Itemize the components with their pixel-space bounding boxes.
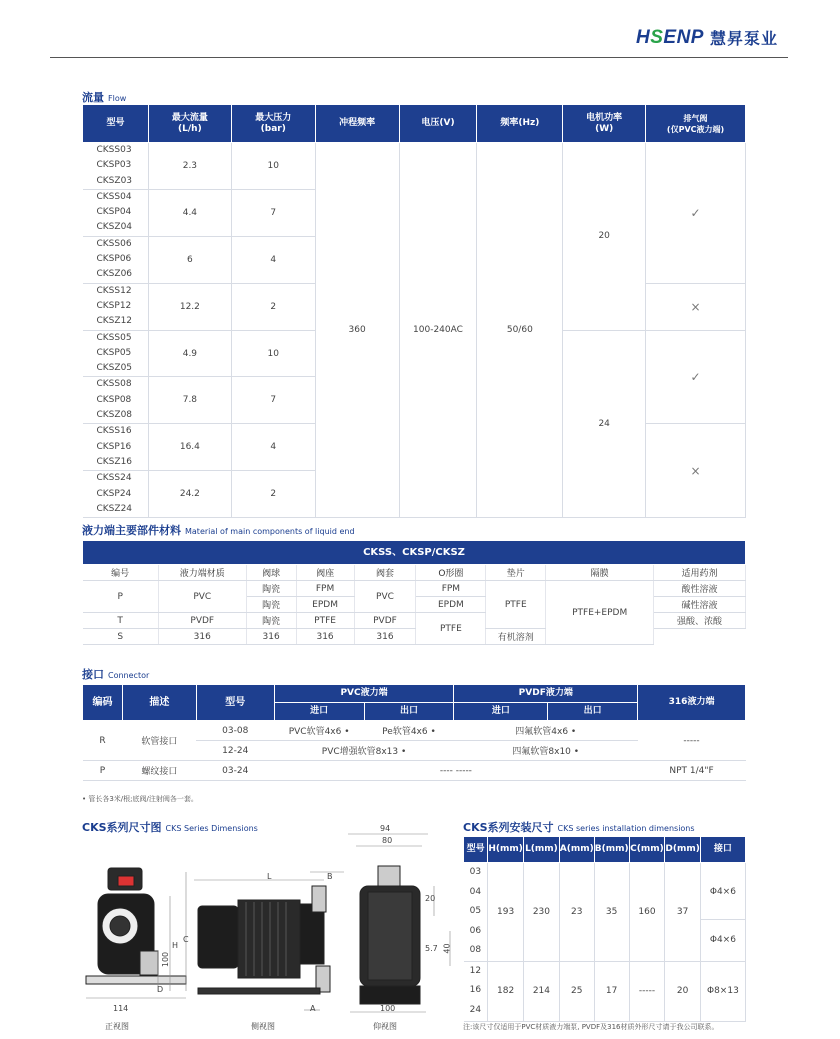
conn-h-in: 进口 [274, 703, 364, 721]
inst-h: B(mm) [594, 837, 629, 863]
conn-pvc: PVC增强软管8x13 • [274, 741, 454, 761]
mat-head: 垫片 [486, 565, 546, 581]
mat-code: P [83, 581, 159, 613]
conn-code: P [83, 761, 123, 781]
flow-value: 7.8 [148, 377, 231, 424]
flow-col-vent: 排气阀 (仅PVC液力端) [646, 105, 746, 143]
mat-ball: 316 [246, 629, 296, 645]
flow-models-1: CKSS04 CKSP04 CKSZ04 [83, 189, 149, 236]
flow-col-pressure: 最大压力 (bar) [231, 105, 315, 143]
mat-use: 碱性溶液 [654, 597, 746, 613]
pressure-value: 10 [231, 143, 315, 190]
mat-oring: FPM [416, 581, 486, 597]
bottom-view-drawing [360, 866, 420, 1004]
pump-drawings [78, 826, 453, 1036]
conn-desc: 螺纹接口 [122, 761, 196, 781]
inst-h: A(mm) [559, 837, 594, 863]
front-view-drawing [86, 868, 186, 984]
vent-check-icon: ✓ [646, 143, 746, 284]
flow-col-freq: 频率(Hz) [477, 105, 563, 143]
conn-model: 12-24 [196, 741, 274, 761]
conn-h-pvdf: PVDF液力端 [454, 685, 638, 703]
conn-pvdf: 四氟软管4x6 • [454, 721, 638, 741]
mat-sleeve: PVDF [354, 613, 416, 629]
flow-models-5: CKSS08 CKSP08 CKSZ08 [83, 377, 149, 424]
conn-h-model: 型号 [196, 685, 274, 721]
mat-ball: 陶瓷 [246, 613, 296, 629]
dim-D: D [157, 985, 164, 994]
mat-use: 强酸、浓酸 [654, 613, 746, 629]
mat-seat: FPM [296, 581, 354, 597]
dim-C: C [183, 935, 189, 944]
side-view-drawing [198, 886, 330, 994]
flow-col-voltage: 电压(V) [399, 105, 477, 143]
mat-diaphragm: PTFE+EPDM [546, 581, 654, 645]
flow-models-6: CKSS16 CKSP16 CKSZ16 [83, 424, 149, 471]
vent-cross-icon: × [646, 283, 746, 330]
inst-D: 37 [665, 863, 700, 962]
flow-value: 6 [148, 236, 231, 283]
conn-pvdf: 四氟软管8x10 • [454, 741, 638, 761]
flow-title: 流量 Flow [82, 91, 127, 104]
vent-cross-icon: × [646, 424, 746, 518]
conn-pvc-in: PVC软管4x6 • [274, 721, 364, 741]
flow-value: 2.3 [148, 143, 231, 190]
conn-h-316: 316液力端 [638, 685, 746, 721]
conn-316: NPT 1/4"F [638, 761, 746, 781]
header-rule [50, 57, 788, 58]
pressure-value: 2 [231, 471, 315, 518]
dim-80: 80 [382, 836, 393, 845]
dim-L: L [267, 872, 272, 881]
inst-h: L(mm) [524, 837, 560, 863]
mat-code: S [83, 629, 159, 645]
conn-h-out: 出口 [548, 703, 638, 721]
mat-seat: EPDM [296, 597, 354, 613]
conn-mid: ---- ----- [274, 761, 637, 781]
power-value-a: 20 [563, 143, 646, 331]
install-table [463, 836, 746, 1022]
pressure-value: 7 [231, 377, 315, 424]
conn-desc: 软管接口 [122, 721, 196, 761]
materials-table [82, 540, 746, 645]
dim-94: 94 [380, 824, 391, 833]
flow-value: 12.2 [148, 283, 231, 330]
pressure-value: 10 [231, 330, 315, 377]
pressure-value: 4 [231, 424, 315, 471]
pressure-value: 7 [231, 189, 315, 236]
brand-cn: 慧昇泵业 [709, 29, 778, 48]
conn-model: 03-24 [196, 761, 274, 781]
mat-sleeve: PVC [354, 581, 416, 613]
conn-h-out: 出口 [364, 703, 454, 721]
mat-ball: 陶瓷 [246, 581, 296, 597]
connector-title: 接口 Connector [82, 668, 150, 681]
flow-models-4: CKSS05 CKSP05 CKSZ05 [83, 330, 149, 377]
flow-value: 16.4 [148, 424, 231, 471]
mat-sleeve: 316 [354, 629, 416, 645]
mat-gasket: PTFE [486, 581, 546, 629]
pressure-value: 2 [231, 283, 315, 330]
inst-port-b: Φ8×13 [700, 961, 745, 1021]
inst-H: 193 [488, 863, 524, 962]
dim-20: 20 [425, 894, 436, 903]
inst-A: 25 [559, 961, 594, 1021]
mat-seat: PTFE [296, 613, 354, 629]
inst-A: 23 [559, 863, 594, 962]
dim-114: 114 [113, 1004, 129, 1013]
connector-table [82, 684, 746, 781]
freq-value: 50/60 [477, 143, 563, 518]
flow-value: 24.2 [148, 471, 231, 518]
inst-B: 17 [594, 961, 629, 1021]
install-title: CKS系列安装尺寸 CKS series installation dimensions [463, 821, 695, 834]
inst-h: H(mm) [488, 837, 524, 863]
inst-models-b: 12 16 24 [464, 961, 488, 1021]
flow-value: 4.4 [148, 189, 231, 236]
front-view-caption: 正视图 [105, 1022, 129, 1031]
mat-oring: EPDM [416, 597, 486, 613]
dim-100: 100 [161, 951, 171, 968]
mat-body: PVC [158, 581, 246, 613]
install-note: 注:该尺寸仅适用于PVC材质液力端泵, PVDF及316材质外形尺寸请于我公司联系。 [463, 1023, 719, 1031]
inst-H: 182 [488, 961, 524, 1021]
inst-L: 230 [524, 863, 560, 962]
vent-check-icon: ✓ [646, 330, 746, 424]
flow-models-0: CKSS03 CKSP03 CKSZ03 [83, 143, 149, 190]
inst-port-a: Φ4×6 Φ4×6 [700, 863, 745, 962]
voltage-value: 100-240AC [399, 143, 477, 518]
brand-logo [636, 26, 778, 49]
dim-B: B [327, 872, 333, 881]
flow-models-7: CKSS24 CKSP24 CKSZ24 [83, 471, 149, 518]
pressure-value: 4 [231, 236, 315, 283]
dim-40: 40 [442, 943, 452, 954]
bottom-view-caption: 仰视图 [373, 1022, 397, 1031]
flow-col-flow: 最大流量 (L/h) [148, 105, 231, 143]
mat-head: 适用药剂 [654, 565, 746, 581]
flow-models-2: CKSS06 CKSP06 CKSZ06 [83, 236, 149, 283]
conn-code: R [83, 721, 123, 761]
side-view-caption: 侧视图 [251, 1022, 275, 1031]
inst-L: 214 [524, 961, 560, 1021]
inst-h: 接口 [700, 837, 745, 863]
mat-use: 有机溶剂 [486, 629, 546, 645]
mat-use: 酸性溶液 [654, 581, 746, 597]
dims-title: CKS系列尺寸图 CKS Series Dimensions [82, 821, 258, 834]
flow-table [82, 104, 746, 518]
mat-code: T [83, 613, 159, 629]
mat-head: 阀球 [246, 565, 296, 581]
mat-ball: 陶瓷 [246, 597, 296, 613]
flow-col-power: 电机功率 (W) [563, 105, 646, 143]
connector-note: • 管长各3米/根;底阀/注射阀各一套。 [82, 795, 198, 803]
materials-title: 液力端主要部件材料 Material of main components of liquid end [82, 524, 355, 537]
conn-h-in: 进口 [454, 703, 548, 721]
conn-316: ----- [638, 721, 746, 761]
mat-head: 液力端材质 [158, 565, 246, 581]
dim-A: A [310, 1004, 316, 1013]
conn-pvc-out: Pe软管4x6 • [364, 721, 454, 741]
inst-B: 35 [594, 863, 629, 962]
mat-body: 316 [158, 629, 246, 645]
conn-h-desc: 描述 [122, 685, 196, 721]
dim-100-bottom: 100 [380, 1004, 396, 1013]
dim-H: H [172, 941, 179, 950]
inst-C: 160 [629, 863, 665, 962]
inst-h: D(mm) [665, 837, 700, 863]
flow-col-model: 型号 [83, 105, 149, 143]
conn-h-pvc: PVC液力端 [274, 685, 454, 703]
inst-h: 型号 [464, 837, 488, 863]
inst-D: 20 [665, 961, 700, 1021]
materials-banner: CKSS、CKSP/CKSZ [83, 541, 746, 565]
inst-C: ----- [629, 961, 665, 1021]
mat-head: 阀座 [296, 565, 354, 581]
flow-value: 4.9 [148, 330, 231, 377]
inst-h: C(mm) [629, 837, 665, 863]
mat-body: PVDF [158, 613, 246, 629]
dim-5.7: 5.7 [425, 944, 438, 953]
inst-models-a: 03 04 05 06 08 [464, 863, 488, 962]
mat-oring: PTFE [416, 613, 486, 645]
mat-head: 阀套 [354, 565, 416, 581]
power-value-b: 24 [563, 330, 646, 518]
mat-seat: 316 [296, 629, 354, 645]
mat-head: O形圈 [416, 565, 486, 581]
mat-head: 隔膜 [546, 565, 654, 581]
brand-en: HSENP [635, 26, 704, 48]
conn-model: 03-08 [196, 721, 274, 741]
mat-head: 编号 [83, 565, 159, 581]
stroke-value: 360 [315, 143, 399, 518]
flow-models-3: CKSS12 CKSP12 CKSZ12 [83, 283, 149, 330]
conn-h-code: 编码 [83, 685, 123, 721]
flow-col-stroke: 冲程频率 [315, 105, 399, 143]
